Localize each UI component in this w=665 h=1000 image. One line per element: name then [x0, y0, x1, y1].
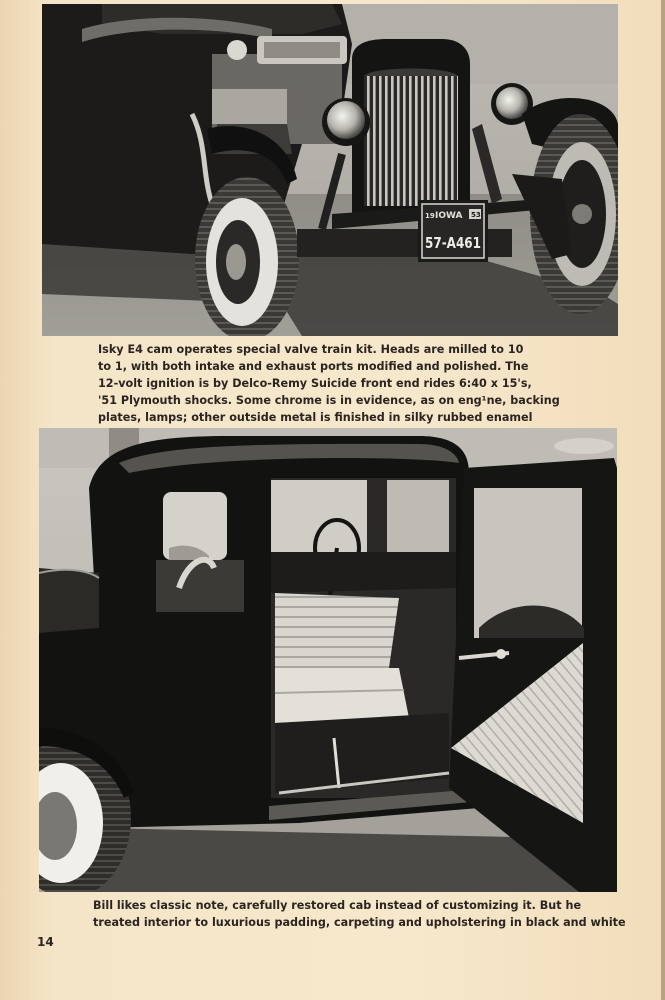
caption-line: Isky E4 cam operates special valve train kit. Heads are milled to 10 — [98, 343, 524, 356]
plate-number: 57-A461 — [425, 234, 481, 252]
cab-interior-photo — [39, 428, 617, 892]
plate-year-right: 53 — [471, 211, 481, 219]
page-number: 14 — [37, 935, 54, 949]
caption-line: 12-volt ignition is by Delco-Remy Suicide front end rides 6:40 x 15's, — [98, 377, 532, 390]
caption-line: to 1, with both intake and exhaust ports modified and polished. The — [98, 360, 529, 373]
caption-line: plates, lamps; other outside metal is finished in silky rubbed enamel — [98, 411, 533, 424]
hot-rod-front-illustration — [42, 4, 618, 336]
plate-state: IOWA — [435, 211, 463, 221]
bottom-photo-caption — [93, 897, 626, 931]
plate-year-left: 19 — [425, 212, 435, 220]
hot-rod-front-photo — [42, 4, 618, 336]
page-edge — [661, 0, 665, 1000]
caption-line: treated interior to luxurious padding, carpeting and upholstering in black and white — [93, 916, 626, 929]
license-plate — [418, 200, 488, 262]
caption-line: Bill likes classic note, carefully restored cab instead of customizing it. But he — [93, 899, 582, 912]
cab-interior-illustration — [39, 428, 617, 892]
caption-line: '51 Plymouth shocks. Some chrome is in evidence, as on eng¹ne, backing — [98, 394, 560, 407]
top-photo-caption — [98, 341, 560, 426]
